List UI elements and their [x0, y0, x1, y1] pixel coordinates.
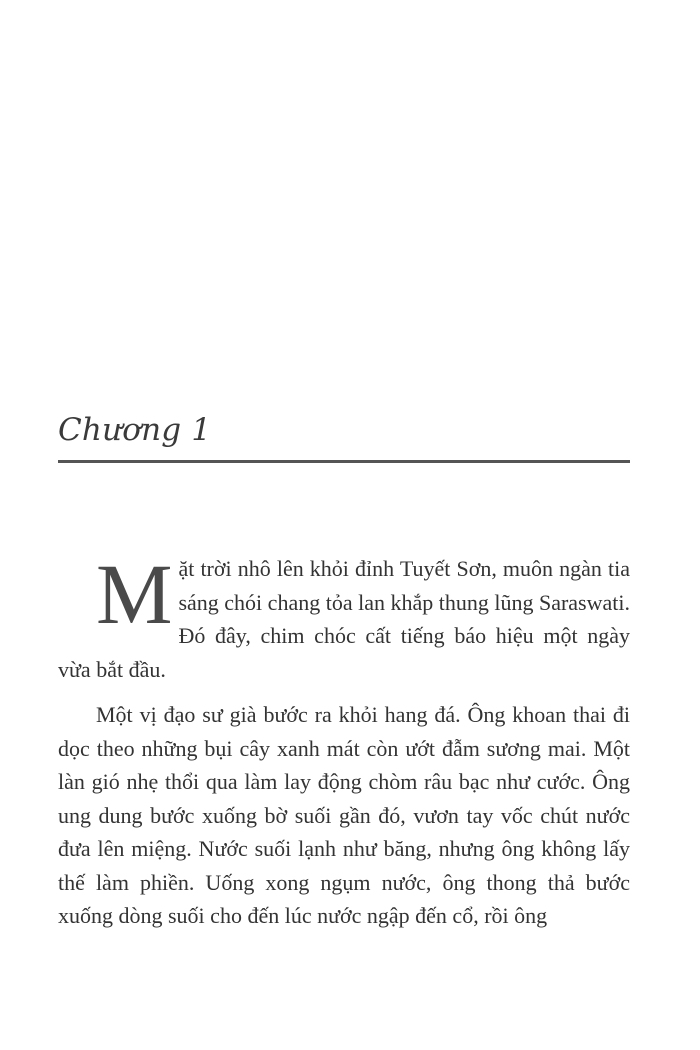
paragraph-1-text: ặt trời nhô lên khỏi đỉnh Tuyết Sơn, muôn ngàn tia sáng chói chang tỏa lan khắp thung lũng Saraswati. Đó đây, chim chóc cất tiếng báo hiệu một ngày vừa bắt đầu. — [58, 556, 630, 682]
paragraph-1 — [58, 546, 630, 686]
chapter-divider — [58, 460, 630, 463]
chapter-body — [58, 546, 630, 933]
drop-cap-letter: M — [96, 546, 173, 642]
chapter-title: Chương 1 — [58, 412, 212, 448]
paragraph-2: Một vị đạo sư già bước ra khỏi hang đá. Ông khoan thai đi dọc theo những bụi cây xanh mát còn ướt đẫm sương mai. Một làn gió nhẹ thổi qua làm lay động chòm râu bạc như cước. Ông ung dung bước xuống bờ suối gần đó, vươn tay vốc chút nước đưa lên miệng. Nước suối lạnh như băng, nhưng ông không lấy thế làm phiền. Uống xong ngụm nước, ông thong thả bước xuống dòng suối cho đến lúc nước ngập đến cổ, rồi ông — [58, 702, 630, 928]
